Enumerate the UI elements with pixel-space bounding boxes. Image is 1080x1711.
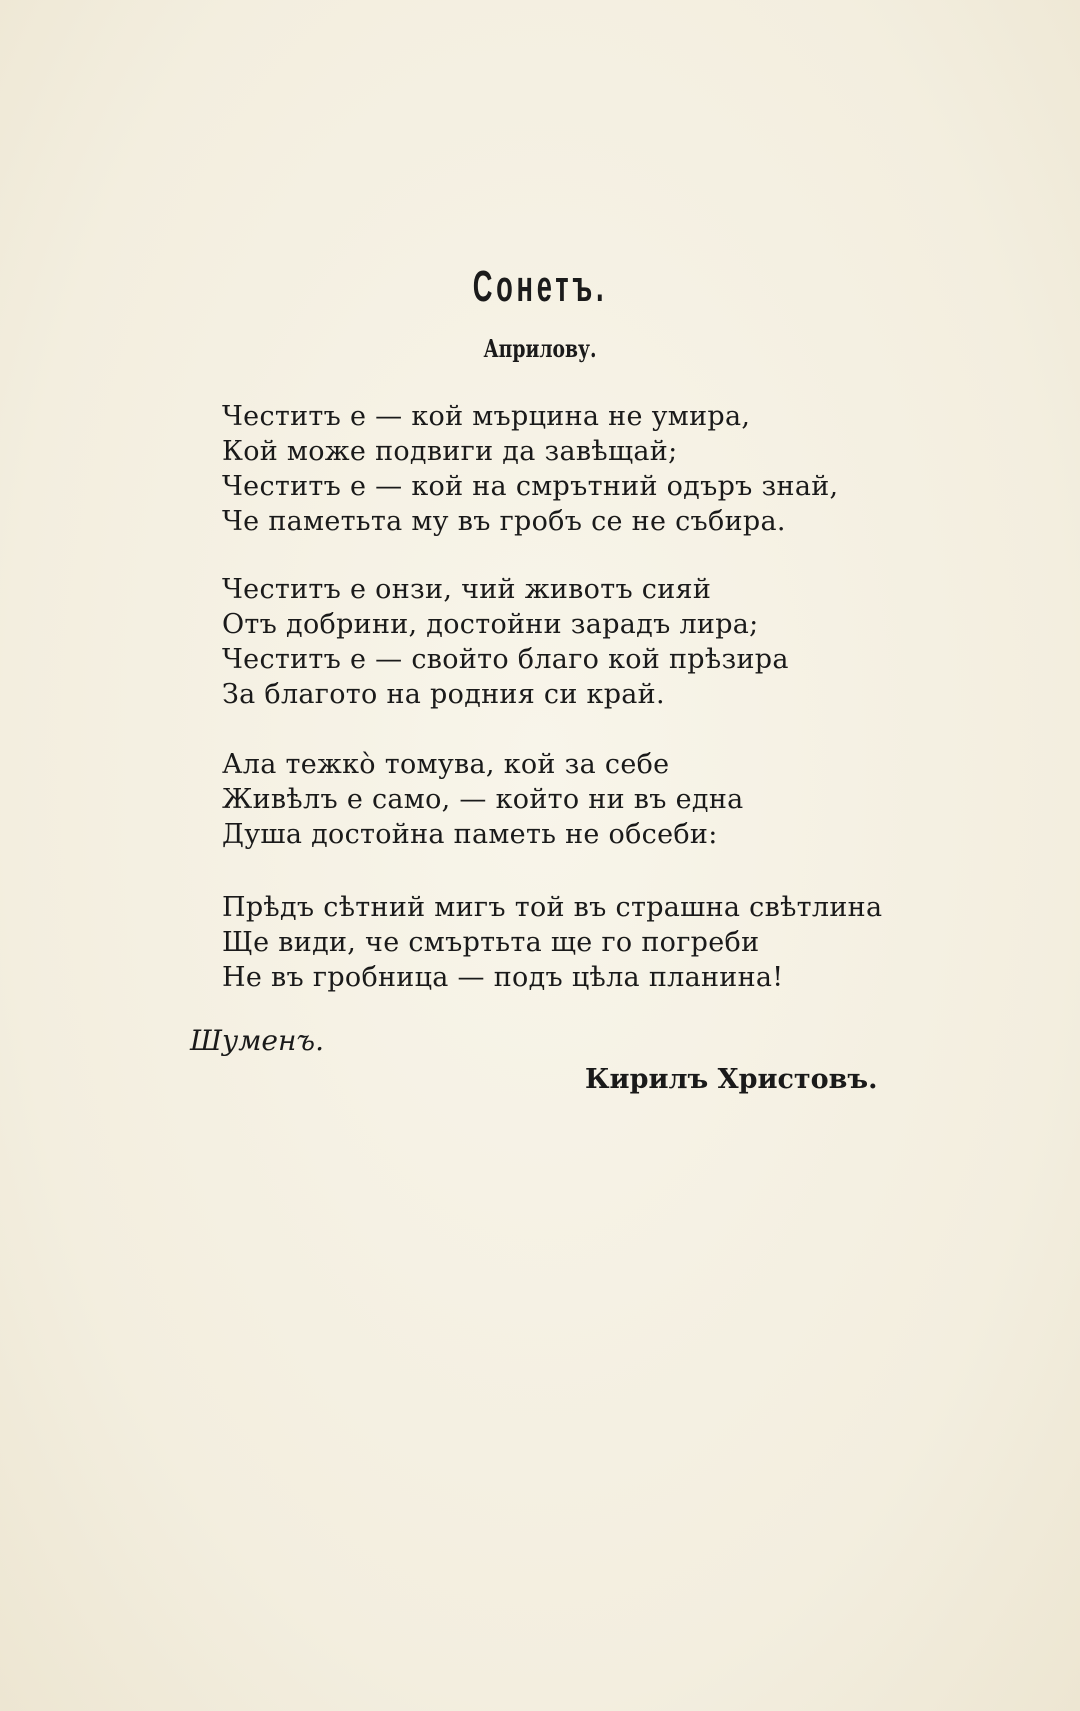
poem-line: Честитъ е — свойто благо кой прѣзира [222, 644, 789, 675]
poem-line: Честитъ е — кой мърцина не умира, [222, 401, 751, 432]
poem-line: Не въ гробница — подъ цѣла планина! [222, 962, 784, 993]
stanza-2 [222, 572, 922, 712]
poem-title: Сонетъ. [472, 262, 608, 311]
author-name: Кирилъ Христовъ. [585, 1064, 878, 1095]
poem-line: Душа достойна паметь не обсеби: [222, 819, 718, 850]
poem-line: Ала тежкò томува, кой за себе [222, 749, 670, 780]
poem-line: Кой може подвиги да завѣщай; [222, 436, 678, 467]
poem-line: Честитъ е — кой на смрътний одъръ знай, [222, 471, 839, 502]
poem-line: Отъ добрини, достойни зарадъ лира; [222, 609, 759, 640]
stanza-1 [222, 399, 922, 539]
poem-line: Ще види, че смъртьта ще го погреби [222, 927, 760, 958]
place-name: Шуменъ. [190, 1024, 324, 1057]
poem-line: Че паметьта му въ гробъ се не събира. [222, 506, 786, 537]
poem-line: Прѣдъ сѣтний мигъ той въ страшна свѣтлина [222, 892, 883, 923]
poem-line: Честитъ е онзи, чий животъ сияй [222, 574, 712, 605]
poem-line: Живѣлъ е само, — който ни въ една [222, 784, 744, 815]
stanza-4 [222, 890, 922, 995]
poem-line: За благото на родния си край. [222, 679, 665, 710]
poem-dedication: Априлову. [483, 334, 597, 363]
stanza-3 [222, 747, 922, 852]
